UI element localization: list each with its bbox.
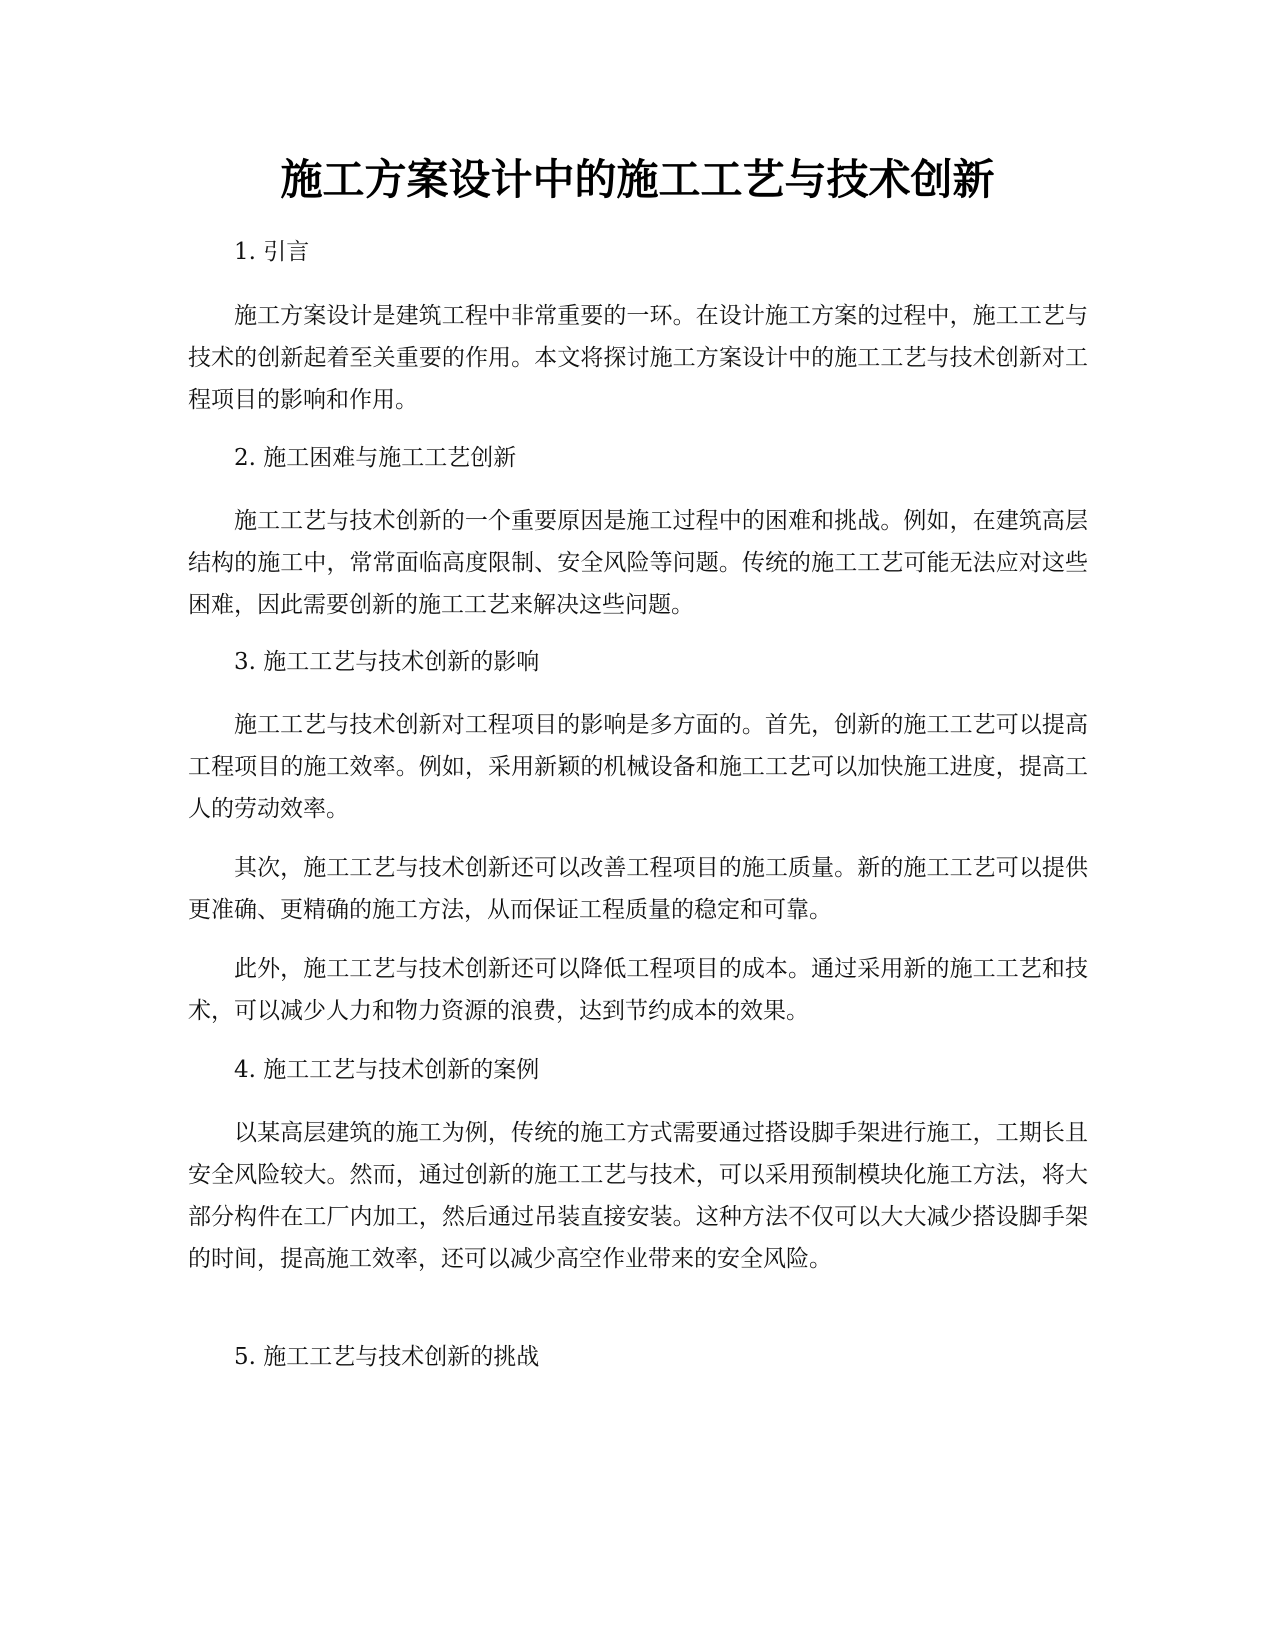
paragraph-impact-cost: 此外，施工工艺与技术创新还可以降低工程项目的成本。通过采用新的施工工艺和技术，可以减少人力和物力资源的浪费，达到节约成本的效果。 xyxy=(188,956,1088,1024)
paragraph-impact-quality: 其次，施工工艺与技术创新还可以改善工程项目的施工质量。新的施工工艺可以提供更准确、更精确的施工方法，从而保证工程质量的稳定和可靠。 xyxy=(188,855,1088,923)
paragraph-impact-efficiency: 施工工艺与技术创新对工程项目的影响是多方面的。首先，创新的施工工艺可以提高工程项目的施工效率。例如，采用新颖的机械设备和施工工艺可以加快施工进度，提高工人的劳动效率。 xyxy=(188,712,1088,822)
paragraph-introduction: 施工方案设计是建筑工程中非常重要的一环。在设计施工方案的过程中，施工工艺与技术的创新起着至关重要的作用。本文将探讨施工方案设计中的施工工艺与技术创新对工程项目的影响和作用。 xyxy=(188,303,1088,413)
document-title: 施工方案设计中的施工工艺与技术创新 xyxy=(280,155,995,204)
paragraph-case: 以某高层建筑的施工为例，传统的施工方式需要通过搭设脚手架进行施工，工期长且安全风险较大。然而，通过创新的施工工艺与技术，可以采用预制模块化施工方法，将大部分构件在工厂内加工，然后通过吊装直接安装。这种方法不仅可以大大减少搭设脚手架的时间，提高施工效率，还可以减少高空作业带来的安全风险。 xyxy=(188,1120,1088,1272)
section-heading-case: 4. 施工工艺与技术创新的案例 xyxy=(234,1057,540,1083)
section-heading-difficulties: 2. 施工困难与施工工艺创新 xyxy=(234,445,517,471)
section-heading-introduction: 1. 引言 xyxy=(234,239,310,265)
paragraph-difficulties: 施工工艺与技术创新的一个重要原因是施工过程中的困难和挑战。例如，在建筑高层结构的施工中，常常面临高度限制、安全风险等问题。传统的施工工艺可能无法应对这些困难，因此需要创新的施工工艺来解决这些问题。 xyxy=(188,508,1088,618)
section-heading-challenges: 5. 施工工艺与技术创新的挑战 xyxy=(234,1344,540,1370)
section-heading-impact: 3. 施工工艺与技术创新的影响 xyxy=(234,649,540,675)
